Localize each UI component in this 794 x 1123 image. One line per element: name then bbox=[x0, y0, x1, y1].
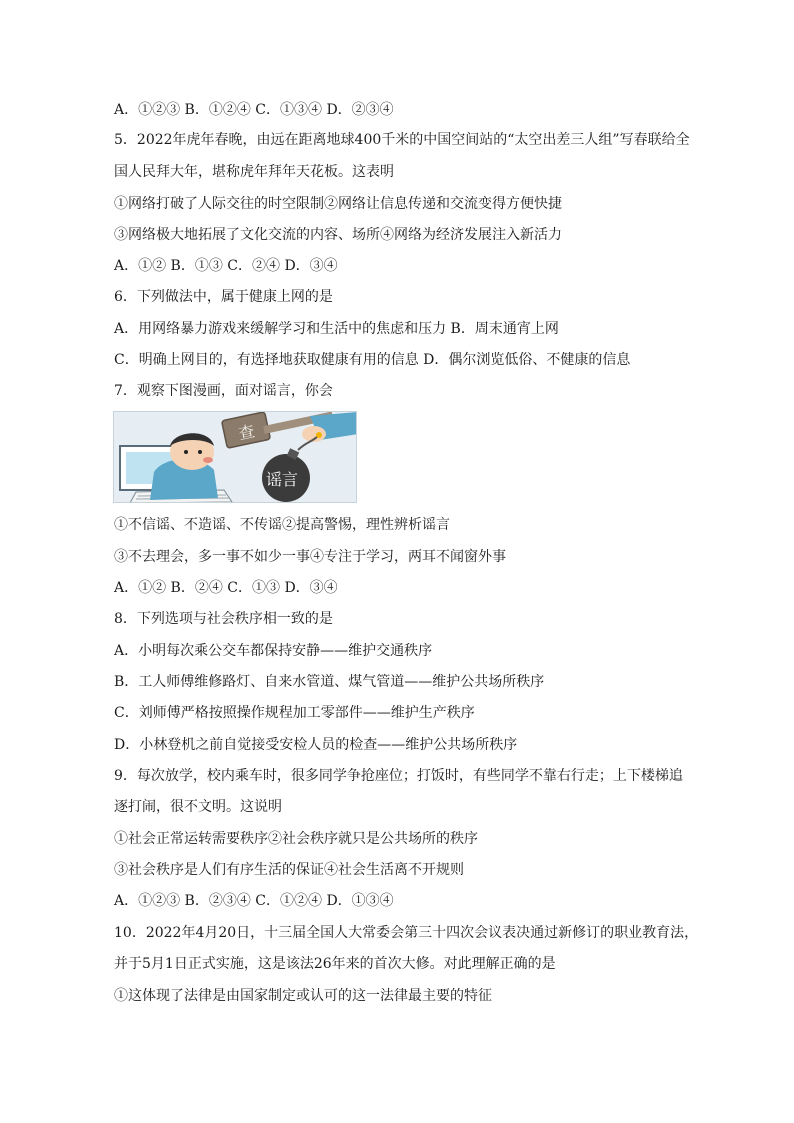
question-8-option-c: C．刘师傅严格按照操作规程加工零部件——维护生产秩序 bbox=[114, 705, 475, 721]
question-8-option-b: B．工人师傅维修路灯、自来水管道、煤气管道——维护公共场所秩序 bbox=[114, 674, 545, 690]
answer-options-q4: A．①②③ B．①②④ C．①③④ D．②③④ bbox=[114, 102, 394, 118]
rumor-cartoon-illustration bbox=[114, 412, 357, 503]
bomb-text: 谣言 bbox=[266, 470, 299, 489]
question-7-statements-1: ①不信谣、不造谣、不传谣②提高警惕，理性辨析谣言 bbox=[114, 517, 450, 533]
question-9-stem-line-2: 逐打闹，很不文明。这说明 bbox=[114, 799, 282, 815]
hammer-char: 查 bbox=[236, 421, 257, 444]
question-10-statement-1: ①这体现了法律是由国家制定或认可的这一法律最主要的特征 bbox=[114, 988, 492, 1004]
question-7-stem: 7．观察下图漫画，面对谣言，你会 bbox=[114, 383, 333, 399]
question-6-options-2: C．明确上网目的，有选择地获取健康有用的信息 D．偶尔浏览低俗、不健康的信息 bbox=[114, 352, 631, 368]
fuse-spark bbox=[316, 432, 322, 438]
question-5-stem-line-2: 国人民拜大年，堪称虎年拜年天花板。这表明 bbox=[114, 164, 394, 180]
question-5-statements-2: ③网络极大地拓展了文化交流的内容、场所④网络为经济发展注入新活力 bbox=[114, 227, 562, 243]
answer-options-q7: A．①② B．②④ C．①③ D．③④ bbox=[114, 580, 338, 596]
rumor-cartoon-image bbox=[113, 411, 357, 503]
question-10-stem-line-1: 10．2022年4月20日，十三届全国人大常委会第三十四次会议表决通过新修订的职业教育法， bbox=[114, 925, 699, 941]
question-6-options-1: A．用网络暴力游戏来缓解学习和生活中的焦虑和压力 B．周末通宵上网 bbox=[114, 321, 559, 337]
question-9-stem-line-1: 9．每次放学，校内乘车时，很多同学争抢座位；打饭时，有些同学不靠右行走；上下楼梯追 bbox=[114, 768, 683, 784]
question-8-stem: 8．下列选项与社会秩序相一致的是 bbox=[114, 611, 333, 627]
question-5-stem-line-1: 5．2022年虎年春晚，由远在距离地球400千米的中国空间站的“太空出差三人组”写春联给全 bbox=[114, 132, 690, 148]
question-8-option-a: A．小明每次乘公交车都保持安静——维护交通秩序 bbox=[114, 643, 433, 659]
question-8-option-d: D．小林登机之前自觉接受安检人员的检查——维护公共场所秩序 bbox=[114, 737, 518, 753]
question-9-statements-2: ③社会秩序是人们有序生活的保证④社会生活离不开规则 bbox=[114, 862, 464, 878]
question-10-stem-line-2: 并于5月1日正式实施，这是该法26年来的首次大修。对此理解正确的是 bbox=[114, 956, 556, 972]
answer-options-q5: A．①② B．①③ C．②④ D．③④ bbox=[114, 258, 338, 274]
question-7-statements-2: ③不去理会，多一事不如少一事④专注于学习，两耳不闻窗外事 bbox=[114, 549, 506, 565]
question-5-statements-1: ①网络打破了人际交往的时空限制②网络让信息传递和交流变得方便快捷 bbox=[114, 196, 562, 212]
question-9-statements-1: ①社会正常运转需要秩序②社会秩序就只是公共场所的秩序 bbox=[114, 831, 478, 847]
question-6-stem: 6．下列做法中，属于健康上网的是 bbox=[114, 289, 333, 305]
answer-options-q9: A．①②③ B．②③④ C．①②④ D．①③④ bbox=[114, 893, 394, 909]
